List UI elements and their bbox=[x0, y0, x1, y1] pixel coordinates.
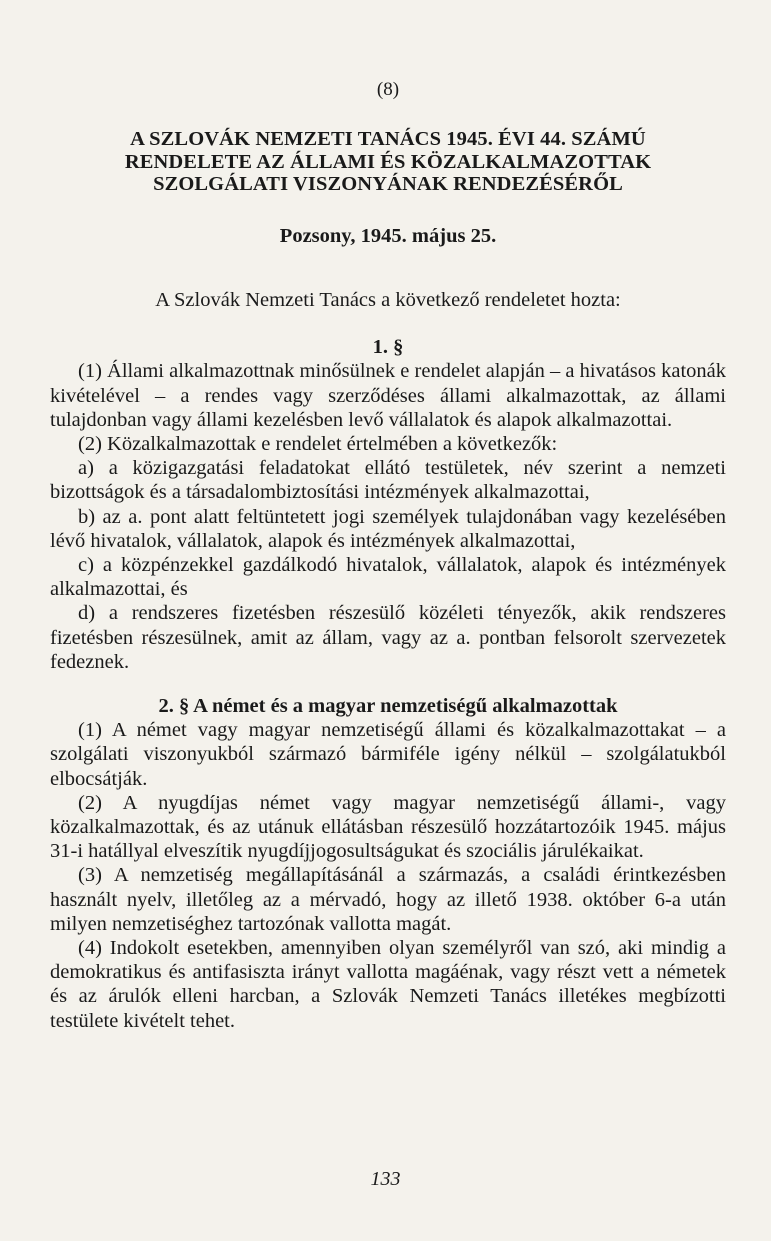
preamble: A Szlovák Nemzeti Tanács a következő rendeletet hozta: bbox=[155, 288, 621, 311]
document-page bbox=[50, 78, 726, 1033]
section-1-item-d: d) a rendszeres fizetésben részesülő közéleti tényezők, akik rendszeres fizetésben részesülnek, amit az állam, vagy az a. pontban felsorolt szervezetek fedeznek. bbox=[50, 602, 726, 673]
title-line-3: SZOLGÁLATI VISZONYÁNAK RENDEZÉSÉRŐL bbox=[153, 173, 623, 196]
section-1-item-b: b) az a. pont alatt feltüntetett jogi személyek tulajdonában vagy kezelésében lévő hivatalok, vállalatok, alapok és intézmények alkalmazottai, bbox=[50, 505, 726, 552]
section-2-heading: 2. § A német és a magyar nemzetiségű alkalmazottak bbox=[158, 694, 618, 717]
page-number: 133 bbox=[370, 1168, 401, 1190]
title-line-1: A SZLOVÁK NEMZETI TANÁCS 1945. ÉVI 44. SZÁMÚ bbox=[130, 128, 646, 151]
section-2-paragraph-4: (4) Indokolt esetekben, amennyiben olyan személyről van szó, aki mindig a demokratikus és antifasiszta irányt vallotta magáénak, vagy részt vett a németek és az árulók elleni harcban, a Szlovák Nemzeti Tanács illetékes megbízotti testülete kivételt tehet. bbox=[50, 936, 726, 1032]
document-title bbox=[50, 128, 726, 196]
title-line-2: RENDELETE AZ ÁLLAMI ÉS KÖZALKALMAZOTTAK bbox=[124, 150, 652, 173]
section-1-item-c: c) a közpénzekkel gazdálkodó hivatalok, vállalatok, alapok és intézmények alkalmazottai, és bbox=[50, 553, 726, 601]
section-2-paragraph-3: (3) A nemzetiség megállapításánál a származás, a családi érintkezésben használt nyelv, illetőleg az a mérvadó, hogy az illető 1938. október 6-a után milyen nemzetiséghez tartozónak vallotta magát. bbox=[50, 864, 726, 935]
place-date: Pozsony, 1945. május 25. bbox=[279, 224, 497, 247]
section-1-paragraph-2: (2) Közalkalmazottak e rendelet értelmében a következők: bbox=[78, 432, 558, 455]
page-marker: (8) bbox=[376, 79, 400, 100]
section-1-paragraph-1: (1) Állami alkalmazottnak minősülnek e rendelet alapján – a hivatásos katonák kivételével – a rendes vagy szerződéses állami alkalmazottak, az állami tulajdonban vagy állami kezelésben levő vállalatok és alapok alkalmazottai. bbox=[50, 360, 726, 431]
section-2-paragraph-1: (1) A német vagy magyar nemzetiségű állami és közalkalmazottakat – a szolgálati viszonyukból származó bármiféle igény nélkül – szolgálatukból elbocsátják. bbox=[50, 719, 726, 790]
section-2-paragraph-2: (2) A nyugdíjas német vagy magyar nemzetiségű állami-, vagy közalkalmazottak, és az utánuk ellátásban részesülő hozzátartozóik 1945. május 31-i hatállyal elveszítik nyugdíjjogosultságukat és szociális járulékaikat. bbox=[50, 791, 726, 863]
section-1-item-a: a) a közigazgatási feladatokat ellátó testületek, név szerint a nemzeti bizottságok és a társadalombiztosítási intézmények alkalmazottai, bbox=[50, 457, 726, 504]
section-1-heading: 1. § bbox=[372, 336, 404, 359]
